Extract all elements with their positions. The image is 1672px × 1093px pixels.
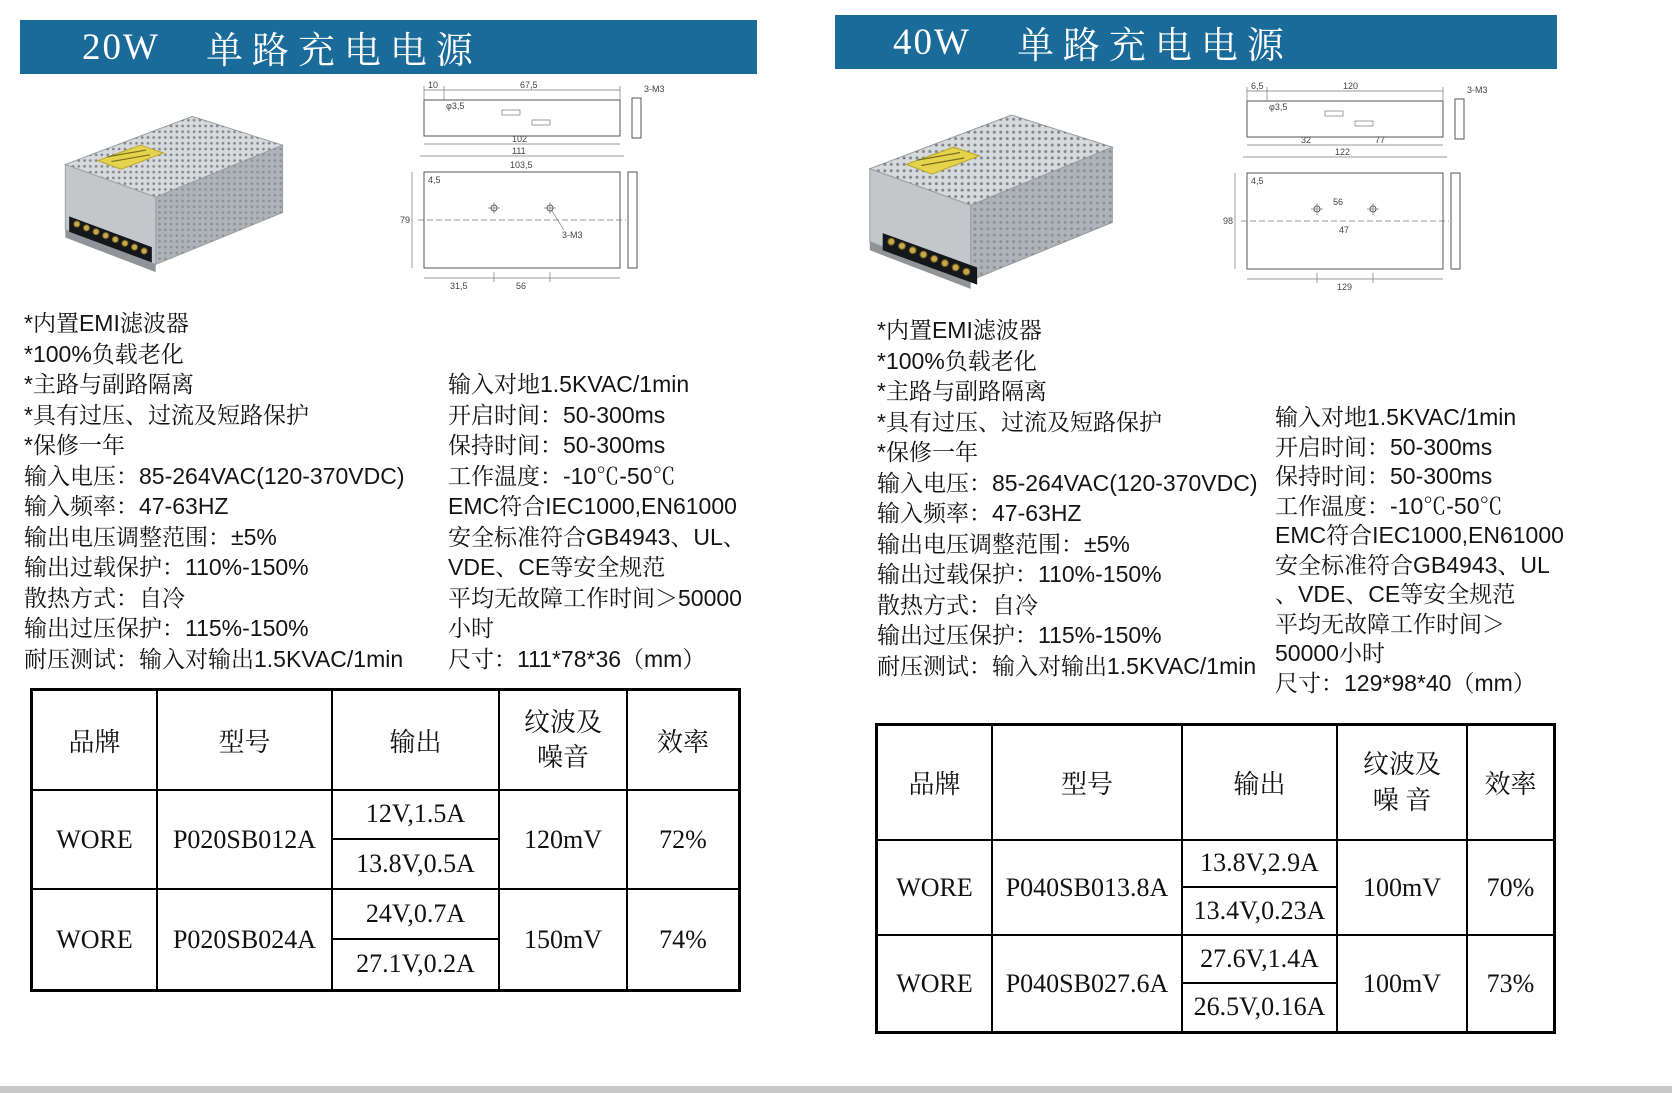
table-cell-brand: WORE [33,791,158,890]
title-wattage: 20W [82,26,160,68]
dim-label: 32 [1301,135,1312,145]
table-header-efficiency: 效率 [1468,726,1553,841]
table-cell-efficiency: 72% [628,791,738,890]
dim-label: 77 [1375,135,1386,145]
feature-line: *内置EMI滤波器 [24,310,189,336]
table-cell-model: P020SB024A [158,890,333,989]
feature-line: *保修一年 [24,432,125,458]
spec-line: 输出过载保护：110%-150% [24,554,309,580]
table-cell-brand: WORE [33,890,158,989]
table-cell-output [1183,841,1338,936]
title-wattage: 40W [893,21,971,63]
output-sub-2: 13.8V,0.5A [356,848,475,878]
section-header-40w [835,15,1557,69]
panel-20w [20,20,757,1080]
page-bottom-edge [0,1086,1672,1093]
spec-line: 输入电压：85-264VAC(120-370VDC) [24,462,405,489]
spec-line: 耐压测试：输入对输出1.5KVAC/1min [877,652,1257,679]
table-cell-efficiency: 74% [659,924,707,954]
feature-line: *主路与副路隔离 [24,371,194,397]
page-title: 单路充电电源 [205,31,482,72]
dim-label: φ3,5 [1269,102,1288,112]
spec-text-column-left [24,308,405,674]
table-cell-ripple: 150mV [500,890,628,989]
section-header-20w [20,20,757,74]
spec-line: 输出过压保护：115%-150% [877,622,1162,648]
table-header-model: 型号 [158,691,333,791]
dim-label: 47 [1339,225,1350,235]
dim-label: 3-M3 [1467,85,1488,95]
dim-label: 120 [1343,81,1359,91]
spec-line: 安全标准符合GB4943、UL [1275,551,1550,578]
spec-line: 散热方式：自冷 [877,591,1038,618]
dim-label: 79 [400,215,411,225]
dim-label: 102 [512,134,528,144]
spec-line: 散热方式：自冷 [24,584,185,611]
spec-line: 输出过载保护：110%-150% [877,561,1162,587]
panel-40w [835,15,1564,1080]
output-sub-2: 27.1V,0.2A [356,949,475,979]
dim-label: 31,5 [450,281,468,291]
page-title: 单路充电电源 [1016,26,1293,67]
model-table [30,688,741,992]
dim-label: 56 [516,281,527,291]
table-cell-efficiency: 70% [1468,841,1553,936]
feature-line: *100%负载老化 [24,340,184,367]
output-sub-1: 12V,1.5A [333,791,498,840]
spec-line: 输入对地1.5KVAC/1min [448,371,690,397]
spec-line: 耐压测试：输入对输出1.5KVAC/1min [24,645,404,672]
output-sub-1: 24V,0.7A [333,890,498,940]
table-cell-ripple: 100mV [1338,841,1468,936]
table-cell-model: P040SB027.6A [993,936,1183,1031]
feature-line: *具有过压、过流及短路保护 [877,408,1162,435]
spec-line: 输出过压保护：115%-150% [24,615,309,641]
feature-line: *内置EMI滤波器 [877,317,1042,343]
feature-line: *主路与副路隔离 [877,378,1047,404]
spec-line: 工作温度：-10℃-50℃ [448,462,676,489]
table-header-ripple: 纹波及 噪音 [500,691,628,791]
spec-line: 50000小时 [1275,640,1385,666]
output-sub-1: 27.6V,1.4A [1183,936,1336,984]
spec-text-column-right [448,369,746,674]
dim-label: 67,5 [520,80,538,90]
spec-line: 输入对地1.5KVAC/1min [1275,404,1517,430]
table-cell-brand: WORE [878,936,993,1031]
spec-line: EMC符合IEC1000,EN61000 [1275,522,1564,548]
dim-label: 6,5 [1251,81,1264,91]
table-header-output: 输出 [333,691,500,791]
spec-text-column-left [877,315,1258,681]
spec-line: 工作温度：-10℃-50℃ [1275,492,1503,519]
table-cell-efficiency: 73% [1486,968,1535,998]
psu-photo [850,85,1130,305]
dim-label: 3-M3 [562,230,583,240]
spec-line: 输出电压调整范围：±5% [877,530,1130,557]
spec-line: 输入频率：47-63HZ [24,493,229,519]
table-cell-model: P040SB013.8A [993,841,1183,936]
spec-line: VDE、CE等安全规范 [448,554,666,580]
table-cell-ripple: 120mV [500,791,628,890]
model-table [875,723,1556,1034]
table-header-model: 型号 [993,726,1183,841]
table-header-ripple: 纹波及 噪 音 [1338,726,1468,841]
dim-label: 10 [428,80,439,90]
dim-label: 111 [512,146,526,156]
table-header-output: 输出 [1183,726,1338,841]
dimension-drawing [382,80,712,295]
dim-label: 3-M3 [644,84,665,94]
spec-line: 尺寸：129*98*40（mm） [1275,669,1536,696]
spec-line: 开启时间：50-300ms [448,401,666,428]
spec-line: 输入频率：47-63HZ [877,500,1082,526]
dim-label: 122 [1335,147,1351,157]
dimension-drawing [1205,81,1535,296]
table-cell-model: P020SB012A [158,791,333,890]
spec-line: 保持时间：50-300ms [448,432,666,458]
dim-label: φ3,5 [446,101,465,111]
output-sub-1: 13.8V,2.9A [1183,841,1336,888]
feature-line: *100%负载老化 [877,347,1037,374]
feature-line: *具有过压、过流及短路保护 [24,401,309,428]
table-header-brand: 品牌 [33,691,158,791]
spec-line: 小时 [448,615,494,641]
dim-label: 98 [1223,216,1234,226]
table-cell-brand: WORE [878,841,993,936]
psu-photo [48,88,298,288]
spec-line: EMC符合IEC1000,EN61000 [448,493,737,519]
table-header-brand: 品牌 [878,726,993,841]
spec-line: 尺寸：111*78*36（mm） [448,645,706,672]
spec-line: 输出电压调整范围：±5% [24,523,277,550]
feature-line: *保修一年 [877,439,978,465]
dim-label: 4,5 [428,175,441,185]
table-cell-output [333,890,500,989]
table-cell-output [333,791,500,890]
output-sub-2: 26.5V,0.16A [1193,992,1326,1022]
dim-label: 4,5 [1251,176,1264,186]
table-cell-output [1183,936,1338,1031]
dim-label: 56 [1333,197,1344,207]
output-sub-2: 13.4V,0.23A [1193,895,1326,925]
spec-line: 、VDE、CE等安全规范 [1275,581,1516,607]
table-header-efficiency: 效率 [628,691,738,791]
spec-line: 开启时间：50-300ms [1275,433,1493,460]
dim-label: 103,5 [510,160,533,170]
dim-label: 129 [1337,282,1353,292]
spec-line: 平均无故障工作时间＞ [1275,610,1505,637]
spec-line: 平均无故障工作时间＞50000 [448,584,742,611]
spec-line: 保持时间：50-300ms [1275,463,1493,489]
spec-line: 输入电压：85-264VAC(120-370VDC) [877,469,1258,496]
spec-text-column-right [1275,403,1564,698]
table-cell-ripple: 100mV [1338,936,1468,1031]
spec-line: 安全标准符合GB4943、UL、 [448,523,746,550]
